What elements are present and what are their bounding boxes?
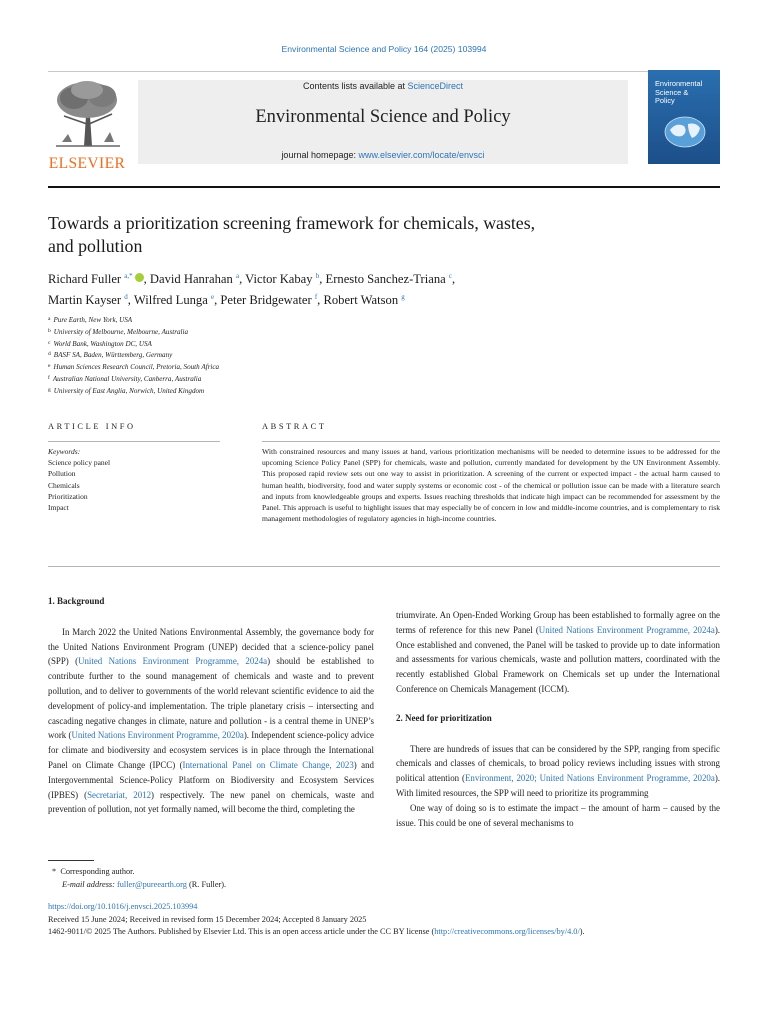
author-affiliation-ref[interactable]: c [448,272,452,280]
header-divider [48,71,720,72]
body-paragraph: One way of doing so is to estimate the impact – the amount of harm – caused by the issue. This could be one of several mechanisms to [396,802,720,828]
author-affiliation-ref[interactable]: a,* [124,272,133,280]
body-right-column [396,608,720,830]
affiliation-item: $^g$ University of East Anglia, Norwich, United Kingdom [48,386,205,395]
body-paragraph: In March 2022 the United Nations Environmental Assembly, the governance body for the United Nations Environment Program (UNEP) decided that a science-policy panel (SPP) (United Nations Environment Programme, 2024a) should be established to contribute further to the sound management of chemicals and waste and to prevent pollution, and to deliver to governments of the world relevant scientific evidence to aid the development of policy-and implementation. The triple planetary crisis – intersecting and cascading negative changes in climate, nature and pollution - is a central theme in UNEP’s work (United Nations Environment Programme, 2020a). Independent science-policy advice for climate and biodiversity and ecosystem services is in place through the International Panel on Climate Change (IPCC) (International Panel on Climate Change, 2023) and Intergovernmental Science-Policy Platform on Biodiversity and Ecosystem Services (IPBES) (Secretariat, 2012) respectively. The new panel on chemicals, waste and prevention of pollution, not yet formally named, will become the third, completing the [48,626,374,815]
author-list: Richard Fuller $^{a,*}$ , David Hanrahan $^a$, Victor Kabay $^b$, Ernesto Sanchez-Triana $^c$, Martin Kayser $^d$, Wilfred Lunga $^e$, Peter Bridgewater $^f$, Robert Watson $^g$ [48,272,456,307]
email-link[interactable]: fuller@pureearth.org [117,879,187,889]
contents-line: Contents lists available at ScienceDirect [302,81,464,91]
reference-link[interactable]: United Nations Environment Programme, 2024a [78,656,268,667]
reference-link[interactable]: Environment, 2020; United Nations Environment Programme, 2020a [464,773,715,784]
article-title: Towards a prioritization screening framework for chemicals, wastes, and pollution [48,213,536,256]
license-link[interactable]: http://creativecommons.org/licenses/by/4.0/ [434,927,580,936]
keyword-item: Pollution [48,469,76,479]
affiliation-item: $^b$ University of Melbourne, Melbourne, Australia [48,327,188,336]
author-name[interactable]: Robert Watson [323,292,399,307]
elsevier-tree-icon [50,80,124,148]
body-paragraph: There are hundreds of issues that can be considered by the SPP, ranging from specific chemicals and classes of chemicals, to broad policy reviews including issues with strong political attention (Environment, 2020; United Nations Environment Programme, 2020a). With limited resources, the SPP will need to prioritize its programming [396,743,720,798]
author-name[interactable]: Wilfred Lunga [133,292,208,307]
body-paragraph: triumvirate. An Open-Ended Working Group has been established to formally agree on the terms of reference for this new Panel (United Nations Environment Programme, 2024a). Once established and convened, the Panel will be tasked to provide up to date information and assessments for various chemicals, waste and pollution matters, coordinated with the recently established Global Framework on Chemicals set up under the International Conference on Chemicals Management (ICCM). [396,610,720,694]
globe-icon [662,114,708,150]
author-name[interactable]: Peter Bridgewater [220,292,312,307]
author-affiliation-ref[interactable]: e [210,292,215,301]
affiliation-list [48,314,648,397]
abstract-heading: ABSTRACT [262,422,327,431]
keywords-block [48,446,220,513]
section-heading: 1. Background [48,596,105,606]
journal-banner [138,80,628,164]
header-bottom-rule [48,186,720,188]
author-name[interactable]: Richard Fuller [48,272,122,286]
abstract-text: With constrained resources and many issues at hand, various prioritization mechanisms will be needed to determine issues to be addressed for the upcoming Science Policy Panel (SPP) for chemicals, waste and pollution, currently mandated for development by the UN Environment Assembly. This proposed rapid review sets out one way to assist in prioritization. A screening of the current or expected impact - the actual harm caused to human health, biodiversity, food and water supply systems or economic cost - of the chemical or pollution issue can be made with a literature search and inputs from knowledgeable groups and experts. Issues reaching thresholds that indicate high impact can be recommended for assessment by the Panel. This approach is useful to highlight issues that may especially be of concern in low and middle-income countries, and is complementary to risk management methodologies of regulatory agencies in high-income countries. [262,447,720,524]
reference-link[interactable]: International Panel on Climate Change, 2023 [182,759,354,770]
article-metadata [48,901,728,939]
keyword-item: Science policy panel [48,458,111,468]
journal-citation[interactable]: Environmental Science and Policy 164 (2025) 103994 [281,44,487,54]
affiliation-item: $^c$ World Bank, Washington DC, USA [48,339,152,348]
author-affiliation-ref[interactable]: g [401,292,405,301]
author-name[interactable]: Martin Kayser [48,292,122,307]
doi-link[interactable]: https://doi.org/10.1016/j.envsci.2025.103994 [48,902,198,911]
homepage-link[interactable]: www.elsevier.com/locate/envsci [358,150,485,160]
keywords-label: Keywords: [48,447,81,456]
keyword-item: Chemicals [48,480,80,490]
reference-link[interactable]: United Nations Environment Programme, 2024a [538,624,715,635]
keyword-item: Impact [48,503,69,513]
affiliation-item: $^f$ Australian National University, Canberra, Australia [48,374,202,383]
keyword-item: Prioritization [48,491,88,501]
author-affiliation-ref[interactable]: a [235,272,240,280]
author-name[interactable]: David Hanrahan [149,272,233,286]
article-info-divider [48,441,220,442]
elsevier-logo[interactable] [48,80,126,172]
author-affiliation-ref[interactable]: b [315,272,320,280]
abstract-bottom-divider [48,566,720,567]
footnote-divider [48,860,94,861]
affiliation-item: $^d$ BASF SA, Baden, Württemberg, Germany [48,351,173,360]
reference-link[interactable]: United Nations Environment Programme, 2020a [71,730,244,741]
section-heading: 2. Need for prioritization [396,712,492,723]
cover-title: Environmental Science & Policy [655,79,703,106]
author-affiliation-ref[interactable]: d [124,292,128,301]
sciencedirect-link[interactable]: ScienceDirect [407,81,464,91]
author-name[interactable]: Victor Kabay [245,272,313,286]
license-line: 1462-9011/© 2025 The Authors. Published by Elsevier Ltd. This is an open access article under the CC BY license (http://creativecommons.org/licenses/by/4.0/). [48,927,585,936]
author-affiliation-ref[interactable]: f [314,292,318,301]
reference-link[interactable]: Secretariat, 2012 [87,789,152,800]
body-left-column [48,594,374,817]
orcid-icon[interactable] [135,273,144,282]
homepage-line: journal homepage: www.elsevier.com/locate/envsci [281,150,485,160]
author-name[interactable]: Ernesto Sanchez-Triana [325,272,446,286]
publisher-logo-text: ELSEVIER [48,155,126,172]
received-dates: Received 15 June 2024; Received in revised form 15 December 2024; Accepted 8 January 2025 [48,914,367,924]
affiliation-item: $^e$ Human Sciences Research Council, Pretoria, South Africa [48,363,220,372]
affiliation-item: $^a$ Pure Earth, New York, USA [48,316,133,324]
corresponding-author-footnote: * Corresponding author. E-mail address: fuller@pureearth.org (R. Fuller). [52,867,227,889]
journal-cover[interactable] [648,70,720,164]
article-info-heading: ARTICLE INFO [48,422,136,431]
abstract-divider [262,441,720,442]
journal-title: Environmental Science and Policy [255,107,511,127]
